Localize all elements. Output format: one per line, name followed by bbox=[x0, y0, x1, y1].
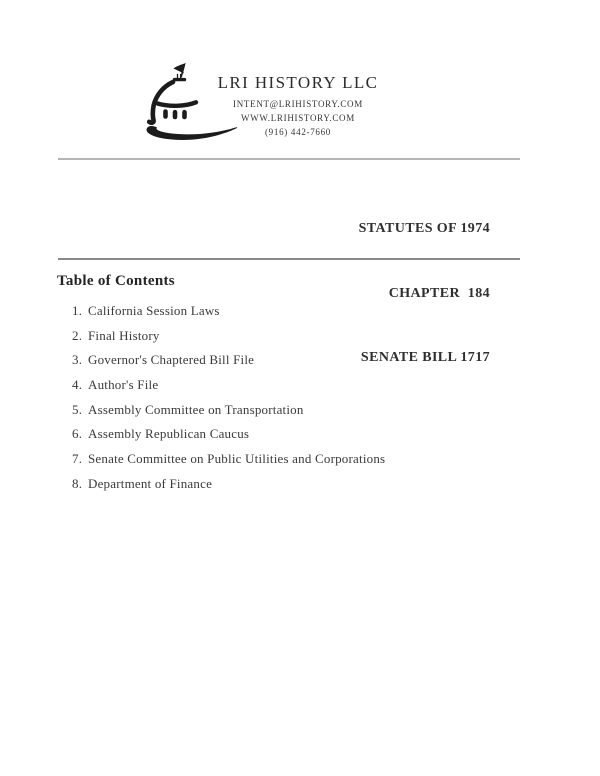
toc-item bbox=[72, 378, 385, 392]
toc-item-label: Assembly Committee on Transportation bbox=[88, 401, 304, 417]
phone-text: (916) 442-7660 bbox=[264, 127, 332, 137]
letterhead bbox=[148, 73, 448, 139]
toc-item bbox=[72, 403, 385, 417]
toc-title: Table of Contents bbox=[57, 273, 175, 289]
toc-item-label: California Session Laws bbox=[88, 303, 220, 318]
toc-item bbox=[72, 452, 385, 466]
toc-item-number: 8. bbox=[72, 475, 83, 491]
toc-item bbox=[72, 304, 385, 318]
toc-item-number: 7. bbox=[72, 451, 83, 467]
toc-item bbox=[72, 427, 385, 441]
toc-item-label: Senate Committee on Public Utilities and Corporations bbox=[88, 451, 386, 467]
toc-item-number: 6. bbox=[72, 426, 83, 442]
toc-item-label: Governor's Chaptered Bill File bbox=[88, 352, 255, 368]
toc-list bbox=[72, 304, 385, 502]
toc-item-number: 5. bbox=[72, 401, 83, 417]
email-text: INTENT@LRIHISTORY.COM bbox=[233, 99, 363, 109]
divider-middle bbox=[58, 258, 520, 260]
toc-item-number: 2. bbox=[72, 327, 83, 343]
toc-item bbox=[72, 353, 385, 367]
toc-item-label: Final History bbox=[88, 327, 160, 343]
toc-item-label: Department of Finance bbox=[88, 475, 213, 491]
website-text: WWW.LRIHISTORY.COM bbox=[241, 113, 355, 123]
toc-item bbox=[72, 477, 385, 491]
toc-item bbox=[72, 329, 385, 343]
toc-item-label: Assembly Republican Caucus bbox=[88, 426, 250, 442]
toc-item-label: Author's File bbox=[88, 377, 159, 393]
toc-item-number: 3. bbox=[72, 352, 83, 368]
senate-bill-line: SENATE BILL 1717 bbox=[360, 350, 490, 365]
statutes-line: STATUTES OF 1974 bbox=[358, 221, 490, 236]
chapter-line: CHAPTER 184 bbox=[388, 285, 490, 301]
toc-item-number: 4. bbox=[72, 377, 83, 393]
toc-item-number: 1. bbox=[72, 303, 83, 318]
divider-top bbox=[58, 158, 520, 160]
company-name: LRI HISTORY LLC bbox=[217, 73, 379, 92]
